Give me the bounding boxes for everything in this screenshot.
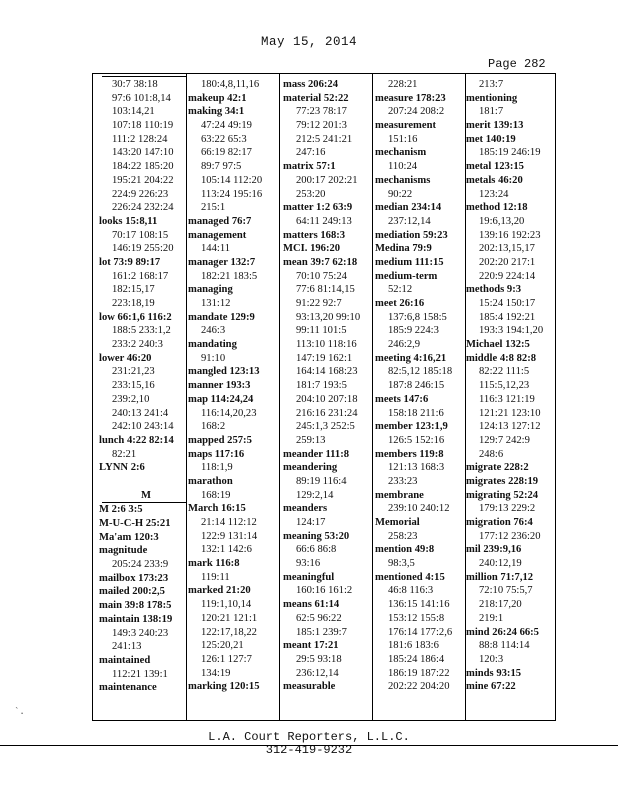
index-entry-headword: Memorial [375,517,420,528]
footer [0,731,618,757]
index-entry-reference: 185:4 192:21 [479,311,536,323]
index-entry-reference: 247:16 [296,147,326,159]
index-entry-reference: 149:3 240:23 [112,627,169,639]
index-entry-reference: 182:21 183:5 [201,270,258,282]
index-entry-reference: 116:3 121:19 [479,393,535,405]
index-entry-reference: 240:13 241:4 [112,407,169,419]
index-entry-headword: measurable [283,681,336,693]
index-entry-headword: marathon [188,475,233,487]
index-entry-headword: mailed 200:2,5 [99,586,165,598]
index-entry-headword: managed 76:7 [188,215,252,227]
index-entry-headword: method 12:18 [466,202,528,214]
index-entry-reference [99,475,193,489]
index-entry-reference: 160:16 161:2 [296,585,353,597]
index-entry-reference: 181:6 183:6 [388,640,439,652]
index-entry-reference: 180:4,8,11,16 [201,79,260,90]
index-entry-reference: 202:13,15,17 [479,243,535,255]
index-entry-reference: 107:18 110:19 [112,120,174,132]
index-entry-reference: 179:13 229:2 [479,503,536,515]
index-entry-reference: 91:22 92:7 [296,298,342,309]
index-entry-headword: measurement [375,120,436,132]
index-entry-reference: 200:17 202:21 [296,174,358,186]
index-entry-headword: manner 193:3 [188,380,251,392]
index-entry-reference: 15:24 150:17 [479,298,536,309]
index-entry-headword: Michael 132:5 [466,339,530,351]
index-entry-reference: 216:16 231:24 [296,407,358,419]
index-entry-reference: 177:12 236:20 [479,530,541,542]
index-entry-headword: marked 21:20 [188,585,251,597]
section-rule [102,502,186,503]
index-entry-headword: Medina 79:9 [375,243,432,255]
index-entry-reference: 245:1,3 252:5 [296,421,355,433]
index-entry-reference: 193:3 194:1,20 [479,325,544,337]
index-entry-reference: 237:12,14 [388,215,431,227]
index-entry-headword: mailbox 173:23 [99,572,169,584]
index-entry-reference: 168:19 [201,489,231,501]
index-entry-headword: metals 46:20 [466,174,523,186]
index-entry-reference: 228:21 [388,79,418,90]
index-entry-headword: M-U-C-H 25:21 [99,518,171,529]
index-entry-headword: meanders [283,503,328,515]
index-entry-headword: mine 67:22 [466,681,516,693]
index-entry-headword: mediation 59:23 [375,229,448,241]
index-entry-reference: 63:22 65:3 [201,133,247,145]
index-entry-reference: 120:3 [479,653,504,665]
section-letter: M [141,489,151,501]
section-rule [102,76,186,77]
index-entry-headword: manager 132:7 [188,256,256,268]
index-entry-reference: 233:2 240:3 [112,339,163,351]
index-entry-reference: 132:1 142:6 [201,544,252,556]
index-entry-reference: 219:1 [479,612,504,624]
index-entry-reference: 223:18,19 [112,298,155,309]
index-entry-reference: 212:5 241:21 [296,133,353,145]
index-column-2 [188,78,282,694]
index-entry-headword: looks 15:8,11 [99,215,158,227]
index-entry-headword: million 71:7,12 [466,571,534,583]
index-entry-headword: mentioned 4:15 [375,571,445,583]
index-entry-reference: 215:1 [201,202,226,214]
index-entry-reference: 239:10 240:12 [388,503,450,515]
index-entry-headword: matters 168:3 [283,229,346,241]
index-entry-headword: meeting 4:16,21 [375,352,447,364]
index-entry-reference: 88:8 114:14 [479,640,530,652]
index-entry-headword: mandating [188,339,237,351]
index-entry-headword: middle 4:8 82:8 [466,352,537,364]
index-entry-headword: lot 73:9 89:17 [99,256,161,268]
index-column-5 [466,78,556,694]
index-entry-reference: 99:11 101:5 [296,325,347,337]
index-entry-headword: members 119:8 [375,448,444,460]
index-entry-headword: Ma'am 120:3 [99,531,159,543]
index-entry-reference: 30:7 38:18 [112,79,158,90]
index-entry-headword: M 2:6 3:5 [99,504,143,516]
page-number: Page 282 [488,57,546,71]
index-entry-headword: management [188,229,247,241]
index-entry-headword: makeup 42:1 [188,92,247,104]
index-entry-headword: mapped 257:5 [188,434,252,446]
index-entry-reference: 231:21,23 [112,366,155,378]
index-entry-reference: 239:2,10 [112,393,150,405]
index-entry-reference: 158:18 211:6 [388,407,444,419]
index-entry-headword: mention 49:8 [375,544,435,556]
index-entry-headword: migrating 52:24 [466,489,539,501]
index-entry-headword: March 16:15 [188,503,246,515]
index-entry-reference: 110:24 [388,161,418,173]
index-entry-headword: meet 26:16 [375,298,425,309]
index-entry-reference: 131:12 [201,298,231,309]
index-column-1 [99,78,193,695]
index-entry-headword: meaningful [283,571,335,583]
index-entry-reference: 70:17 108:15 [112,229,169,241]
index-entry-reference: 204:10 207:18 [296,393,358,405]
index-entry-headword: main 39:8 178:5 [99,600,172,612]
index-entry-headword: minds 93:15 [466,667,522,679]
index-entry-reference: 66:6 86:8 [296,544,337,556]
index-entry-reference: 82:5,12 185:18 [388,366,453,378]
index-entry-reference: 124:17 [296,517,326,528]
index-entry-reference: 161:2 168:17 [112,270,169,282]
index-entry-reference: 125:20,21 [201,640,244,652]
index-entry-headword: merit 139:13 [466,120,524,132]
index-entry-headword: magnitude [99,545,148,557]
index-entry-headword: member 123:1,9 [375,421,448,433]
index-entry-reference: 91:10 [201,352,226,364]
index-entry-reference: 77:23 78:17 [296,106,347,118]
index-entry-reference: 241:13 [112,641,142,653]
index-entry-reference: 168:2 [201,421,226,433]
index-entry-reference: 113:24 195:16 [201,188,263,200]
index-entry-reference: 122:9 131:14 [201,530,258,542]
index-entry-reference: 253:20 [296,188,326,200]
index-entry-headword: low 66:1,6 116:2 [99,311,172,323]
index-entry-reference: 205:24 233:9 [112,559,169,571]
index-entry-headword: measure 178:23 [375,92,446,104]
index-entry-reference: 105:14 112:20 [201,174,263,186]
index-entry-reference: 47:24 49:19 [201,120,252,132]
index-entry-reference: 246:3 [201,325,226,337]
reporter-phone: 312-419-9232 [265,743,353,757]
index-entry-reference: 202:20 217:1 [479,256,536,268]
index-entry-headword: migrate 228:2 [466,462,529,474]
index-column-4 [375,78,469,694]
index-entry-reference: 113:10 118:16 [296,339,357,351]
index-entry-headword: marking 120:15 [188,681,260,693]
index-entry-headword: matrix 57:1 [283,161,336,173]
index-entry-headword: meaning 53:20 [283,530,350,542]
index-entry-headword: maintained [99,654,151,666]
index-entry-reference: 240:12,19 [479,558,522,570]
index-entry-reference: 29:5 93:18 [296,653,342,665]
index-entry-reference: 120:21 121:1 [201,612,258,624]
index-entry-reference: 62:5 96:22 [296,612,342,624]
index-entry-headword: mil 239:9,16 [466,544,522,556]
index-entry-reference: 103:14,21 [112,106,155,118]
index-entry-reference: 126:5 152:16 [388,434,445,446]
index-entry-reference: 93:16 [296,558,321,570]
footer-rule [0,745,618,746]
index-entry-reference: 46:8 116:3 [388,585,434,597]
index-entry-reference: 236:12,14 [296,667,339,679]
index-entry-reference: 147:19 162:1 [296,352,353,364]
index-entry-reference: 185:1 239:7 [296,626,347,638]
index-entry-reference: 129:7 242:9 [479,434,530,446]
index-entry-reference: 258:23 [388,530,418,542]
index-entry-headword: mechanisms [375,174,431,186]
index-entry-reference: 248:6 [479,448,504,460]
index-entry-reference: 184:22 185:20 [112,161,174,173]
index-entry-reference: 122:17,18,22 [201,626,257,638]
index-entry-headword: meander 111:8 [283,448,350,460]
index-entry-reference: 164:14 168:23 [296,366,358,378]
index-entry-reference: 82:21 [112,448,137,460]
index-entry-headword: migrates 228:19 [466,475,539,487]
index-entry-reference: 181:7 [479,106,504,118]
index-entry-headword: matter 1:2 63:9 [283,202,353,214]
index-entry-reference: 123:24 [479,188,509,200]
index-entry-headword: LYNN 2:6 [99,462,145,474]
index-entry-headword: maintain 138:19 [99,613,173,625]
index-entry-reference: 89:7 97:5 [201,161,242,173]
index-entry-reference: 137:6,8 158:5 [388,311,447,323]
index-entry-reference: 195:21 204:22 [112,174,174,186]
index-entry-reference: 64:11 249:13 [296,215,352,227]
index-entry-reference: 182:15,17 [112,284,155,296]
index-entry-reference: 134:19 [201,667,231,679]
index-entry-reference: 143:20 147:10 [112,147,174,159]
index-entry-headword: lunch 4:22 82:14 [99,434,174,446]
index-entry-headword: maintenance [99,682,157,694]
index-entry-reference: 82:22 111:5 [479,366,530,378]
index-entry-reference: 233:23 [388,475,418,487]
index-entry-reference: 185:9 224:3 [388,325,439,337]
index-entry-headword: methods 9:3 [466,284,522,296]
index-entry-reference: 21:14 112:12 [201,517,257,528]
index-entry-reference: 70:10 75:24 [296,270,347,282]
index-entry-headword: membrane [375,489,424,501]
index-entry-reference: 111:2 128:24 [112,133,168,145]
index-entry-reference: 115:5,12,23 [479,380,530,392]
index-entry-reference: 121:21 123:10 [479,407,541,419]
index-entry-reference: 119:11 [201,571,230,583]
index-entry-reference: 77:6 81:14,15 [296,284,355,296]
index-entry-headword: MCI. 196:20 [283,243,341,255]
index-entry-headword: means 61:14 [283,599,340,611]
index-entry-reference: 153:12 155:8 [388,612,445,624]
index-entry-headword: median 234:14 [375,202,442,214]
index-entry-reference: 213:7 [479,79,504,90]
index-entry-reference: 72:10 75:5,7 [479,585,533,597]
index-entry-reference: 126:1 127:7 [201,653,252,665]
transcript-date: May 15, 2014 [260,35,357,49]
index-entry-reference: 52:12 [388,284,413,296]
index-entry-headword: maps 117:16 [188,448,245,460]
index-entry-headword: migration 76:4 [466,517,533,528]
index-entry-reference: 242:10 243:14 [112,421,174,433]
index-entry-reference: 129:2,14 [296,489,334,501]
reporter-company: L.A. Court Reporters, L.L.C. [208,730,410,744]
index-entry-headword: material 52:22 [283,92,349,104]
index-entry-reference: 124:13 127:12 [479,421,541,433]
index-entry-reference: 146:19 255:20 [112,243,174,255]
index-entry-reference: 246:2,9 [388,339,421,351]
index-entry-reference: 89:19 116:4 [296,475,347,487]
index-entry-headword: mark 116:8 [188,558,240,570]
index-entry-headword: making 34:1 [188,106,245,118]
index-entry-reference: 185:24 186:4 [388,653,445,665]
index-entry-reference: 259:13 [296,434,326,446]
index-entry-reference: 19:6,13,20 [479,215,525,227]
word-index-box [92,73,556,721]
index-entry-headword: lower 46:20 [99,352,152,364]
index-entry-reference: 224:9 226:23 [112,188,169,200]
index-entry-headword: mandate 129:9 [188,311,255,323]
index-entry-headword: medium-term [375,270,438,282]
index-entry-headword: mind 26:24 66:5 [466,626,539,638]
index-entry-headword: map 114:24,24 [188,393,254,405]
index-entry-headword: meant 17:21 [283,640,339,652]
index-entry-reference: 121:13 168:3 [388,462,445,474]
index-entry-reference: 139:16 192:23 [479,229,541,241]
index-entry-reference: 185:19 246:19 [479,147,541,159]
index-entry-reference: 176:14 177:2,6 [388,626,453,638]
index-entry-reference: 79:12 201:3 [296,120,347,132]
index-entry-headword: mechanism [375,147,427,159]
scan-mark: `. [14,707,25,717]
index-entry-reference: 93:13,20 99:10 [296,311,361,323]
index-entry-reference: 188:5 233:1,2 [112,325,171,337]
index-entry-reference: 90:22 [388,188,413,200]
index-entry-reference: 98:3,5 [388,558,415,570]
index-entry-reference: 220:9 224:14 [479,270,536,282]
index-entry-headword: meets 147:6 [375,393,429,405]
index-entry-headword: mentioning [466,92,518,104]
index-entry-headword: medium 111:15 [375,256,444,268]
index-entry-reference: 218:17,20 [479,599,522,611]
index-entry-headword: mean 39:7 62:18 [283,256,358,268]
index-entry-reference: 202:22 204:20 [388,681,450,693]
index-entry-reference: 151:16 [388,133,418,145]
index-entry-reference: 118:1,9 [201,462,233,474]
index-entry-headword: met 140:19 [466,133,516,145]
index-entry-reference: 144:11 [201,243,231,255]
index-entry-reference: 226:24 232:24 [112,202,174,214]
index-entry-reference: 187:8 246:15 [388,380,445,392]
index-entry-reference: 112:21 139:1 [112,668,168,680]
index-entry-headword: meandering [283,462,338,474]
index-entry-reference: 233:15,16 [112,380,155,392]
index-entry-reference: 186:19 187:22 [388,667,450,679]
index-entry-reference: 116:14,20,23 [201,407,257,419]
index-column-3 [283,78,377,694]
index-entry-headword: mass 206:24 [283,79,339,90]
index-entry-headword: metal 123:15 [466,161,524,173]
index-entry-headword: mangled 123:13 [188,366,260,378]
index-entry-reference: 207:24 208:2 [388,106,445,118]
index-entry-reference: 181:7 193:5 [296,380,347,392]
index-entry-reference: 66:19 82:17 [201,147,252,159]
index-entry-headword: managing [188,284,233,296]
index-entry-reference: 136:15 141:16 [388,599,450,611]
index-entry-reference: 119:1,10,14 [201,599,252,611]
index-entry-reference: 97:6 101:8,14 [112,92,171,104]
